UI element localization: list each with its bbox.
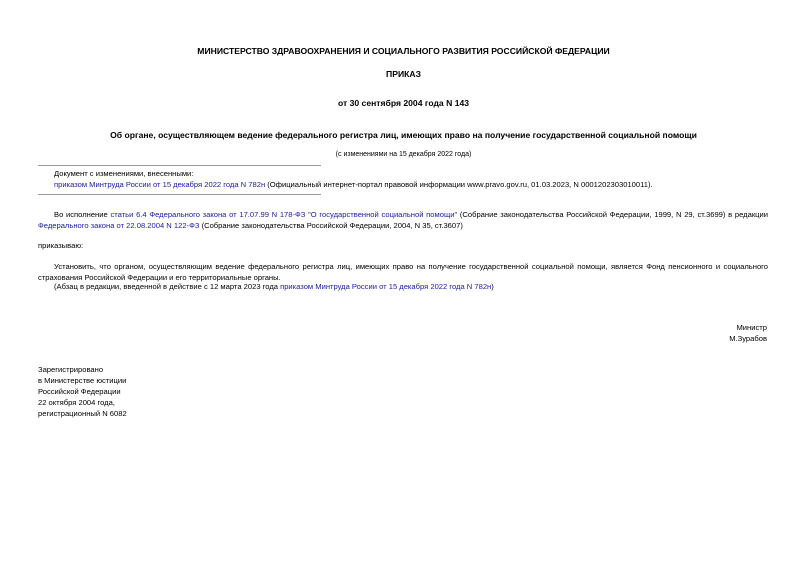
registration-line: регистрационный N 6082 xyxy=(38,409,127,418)
amendment-note xyxy=(54,281,494,292)
registration-block xyxy=(38,364,127,419)
edition-note: (с изменениями на 15 декабря 2022 года) xyxy=(335,151,472,158)
registration-line: в Министерстве юстиции xyxy=(38,376,127,385)
changes-intro: Документ с изменениями, внесенными: xyxy=(54,169,194,178)
registration-line: 22 октября 2004 года, xyxy=(38,398,115,407)
registration-line: Российской Федерации xyxy=(38,387,121,396)
changes-source: (Официальный интернет-портал правовой информации www.pravo.gov.ru, 01.03.2023, N 0001202303010011). xyxy=(265,180,653,189)
date-number-heading: от 30 сентября 2004 года N 143 xyxy=(337,98,470,108)
preamble-text-2: (Собрание законодательства Российской Федерации, 1999, N 29, ст.3699) в редакции xyxy=(457,210,768,219)
doc-type-heading: ПРИКАЗ xyxy=(386,69,421,79)
ministry-heading: МИНИСТЕРСТВО ЗДРАВООХРАНЕНИЯ И СОЦИАЛЬНОГО РАЗВИТИЯ РОССИЙСКОЙ ФЕДЕРАЦИИ xyxy=(197,46,610,56)
changes-line xyxy=(54,179,653,190)
changes-order-link[interactable]: приказом Минтруда России от 15 декабря 2022 года N 782н xyxy=(54,180,266,189)
document-title: Об органе, осуществляющем ведение федерального регистра лиц, имеющих право на получение государственной социальной помощи xyxy=(110,130,697,140)
law-178-link[interactable]: статьи 6.4 Федерального закона от 17.07.99 N 178-ФЗ "О государственной социальной помощи" xyxy=(110,210,458,219)
law-122-link[interactable]: Федерального закона от 22.08.2004 N 122-ФЗ xyxy=(38,221,200,230)
changes-bottom-rule xyxy=(38,194,321,195)
registration-line: Зарегистрировано xyxy=(38,365,104,374)
amendment-note-end: ) xyxy=(491,282,494,291)
body-paragraph: Установить, что органом, осуществляющим ведение федерального регистра лиц, имеющих право на получение государственной социальной помощи, является Фонд пенсионного и социального страхования Российской Федерации и его территориальные органы. xyxy=(38,262,768,282)
preamble-text-1: Во исполнение xyxy=(54,210,111,219)
amendment-order-link[interactable]: приказом Минтруда России от 15 декабря 2022 года N 782н xyxy=(280,282,492,291)
order-word: приказываю: xyxy=(38,241,84,250)
signature-position: Министр xyxy=(736,323,767,332)
changes-top-rule xyxy=(38,165,321,166)
preamble-text-3: (Собрание законодательства Российской Федерации, 2004, N 35, ст.3607) xyxy=(199,221,463,230)
amendment-note-text: (Абзац в редакции, введенной в действие с 12 марта 2023 года xyxy=(54,282,281,291)
signature-name: М.Зурабов xyxy=(729,334,767,343)
preamble-paragraph xyxy=(38,209,768,231)
